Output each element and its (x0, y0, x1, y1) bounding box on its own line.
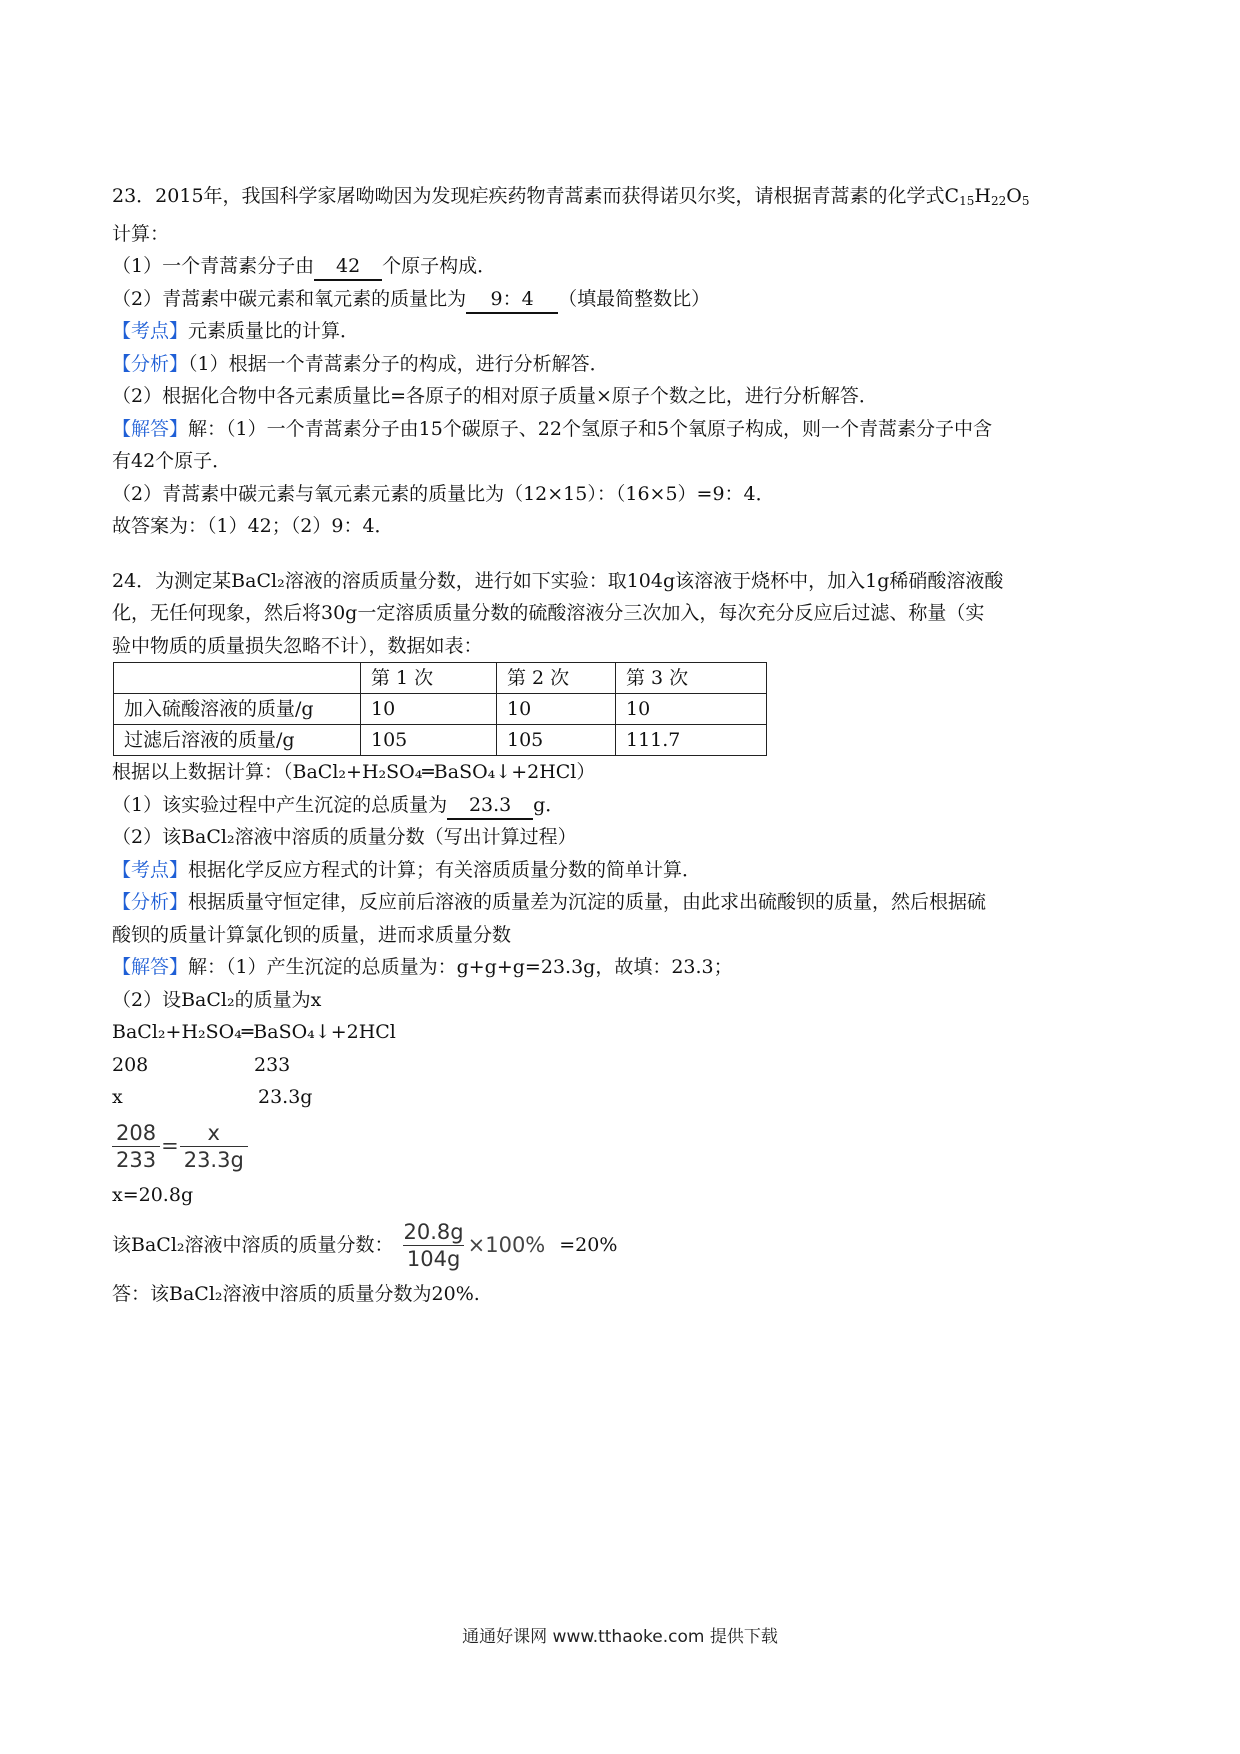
table-cell: 加入硫酸溶液的质量/g (114, 694, 361, 725)
q23-p1-answer: 42 (314, 253, 382, 281)
kaodian-tag: 【考点】 (112, 858, 189, 881)
times-100-percent: ×100% (467, 1233, 546, 1258)
table-cell: 10 (497, 694, 616, 725)
q24-stem-line-3: 验中物质的质量损失忽略不计），数据如表： (112, 634, 483, 657)
q23-kaodian (112, 315, 1132, 348)
frac-numerator: 20.8g (403, 1220, 464, 1244)
table-header-cell: 第 1 次 (361, 663, 497, 694)
q24-fraction-line (112, 1219, 1132, 1272)
q23-fenxi-1 (112, 348, 1132, 381)
q24-stem-line-1: 24．为测定某BaCl₂溶液的溶质质量分数，进行如下实验：取104g该溶液于烧杯中，加入1g稀硝酸溶液酸 (112, 569, 1004, 592)
jieda-tag: 【解答】 (112, 956, 189, 978)
q23-p2-text: （2）青蒿素中碳元素和氧元素的质量比为 (112, 287, 467, 310)
q23-stem-text: 23．2015年，我国科学家屠呦呦因为发现疟疾药物青蒿素而获得诺贝尔奖，请根据青蒿素的化学式 (112, 185, 945, 207)
q24-fenxi-2: 酸钡的质量计算氯化钡的质量，进而求质量分数 (112, 923, 512, 946)
q23-part-1 (112, 250, 1132, 283)
data-table (113, 662, 767, 756)
q23-jieda-2: 有42个原子． (112, 450, 232, 472)
frac-numerator: 208 (116, 1120, 157, 1145)
q23-jieda-text-1: 解：（1）一个青蒿素分子由15个碳原子、22个氢原子和5个氧原子构成，则一个青蒿素分子中含 (188, 417, 993, 440)
q23-part-2 (112, 283, 1132, 316)
q24-p1-answer: 23.3 (447, 792, 533, 820)
q23-jieda-3: （2）青蒿素中碳元素与氧元素元素的质量比为（12×15）：（16×5）=9：4． (112, 482, 775, 505)
fraction-line-result: =20% (559, 1234, 618, 1257)
frac-denominator: 233 (112, 1146, 160, 1173)
table-header-row (114, 663, 767, 694)
q23-stem-line-1 (112, 180, 1132, 218)
q24-fenxi-1 (112, 886, 1132, 919)
q24-eq-row-2 (112, 1081, 1132, 1114)
q24-part-1 (112, 789, 1132, 822)
q24-kaodian (112, 854, 1132, 887)
q23-fenxi-2: （2）根据化合物中各元素质量比=各原子的相对原子质量×原子个数之比，进行分析解答． (112, 385, 878, 407)
eq-row2-b: 23.3g (258, 1086, 313, 1108)
q24-stem-line-2: 化，无任何现象，然后将30g一定溶质质量分数的硫酸溶液分三次加入，每次充分反应后过滤、称量（实 (112, 602, 985, 624)
eq-row1-b: 233 (254, 1053, 291, 1076)
eq-row1-a: 208 (112, 1053, 149, 1076)
q24-fenxi-text-1: 根据质量守恒定律，反应前后溶液的质量差为沉淀的质量，由此求出硫酸钡的质量，然后根据硫 (188, 891, 987, 913)
table-cell: 105 (497, 725, 616, 756)
equals-sign: = (161, 1133, 179, 1158)
q24-part-2: （2）该BaCl₂溶液中溶质的质量分数（写出计算过程） (112, 826, 577, 848)
page-footer: 通通好课网 www.tthaoke.com 提供下载 (462, 1627, 778, 1647)
frac-numerator: x (207, 1120, 220, 1145)
table-row (114, 694, 767, 725)
q24-jieda-text-1: 解：（1）产生沉淀的总质量为：g+g+g=23.3g，故填：23.3； (188, 956, 733, 978)
q24-equation: BaCl₂+H₂SO₄═BaSO₄↓+2HCl (112, 1021, 396, 1043)
table-row (114, 725, 767, 756)
q24-kaodian-text: 根据化学反应方程式的计算；有关溶质质量分数的简单计算． (188, 858, 702, 881)
section-gap (112, 543, 1132, 565)
q24-p1-text: （1）该实验过程中产生沉淀的总质量为 (112, 793, 448, 816)
frac-denominator: 23.3g (180, 1146, 248, 1173)
q23-jieda-1 (112, 413, 1132, 446)
fenxi-tag: 【分析】 (112, 891, 189, 913)
q24-jieda-1 (112, 951, 1132, 984)
table-header-cell: 第 3 次 (616, 663, 767, 694)
table-cell: 10 (361, 694, 497, 725)
eq-row2-a: x (112, 1086, 123, 1108)
document-page (112, 180, 1132, 1311)
q23-fenxi-text-1: （1）根据一个青蒿素分子的构成，进行分析解答． (188, 352, 609, 375)
jieda-tag: 【解答】 (112, 417, 189, 440)
q23-jieda-4: 故答案为：（1）42；（2）9：4． (112, 515, 394, 537)
table-cell: 111.7 (616, 725, 767, 756)
q24-proportion (112, 1120, 1132, 1173)
table-header-cell (114, 663, 361, 694)
fraction-line-text: 该BaCl₂溶液中溶质的质量分数： (112, 1234, 394, 1257)
q24-answer: 答：该BaCl₂溶液中溶质的质量分数为20%. (112, 1283, 480, 1305)
kaodian-tag: 【考点】 (112, 320, 189, 342)
fraction-x-23.3g (180, 1120, 248, 1173)
frac-denominator: 104g (403, 1245, 464, 1272)
q23-p1-text: （1）一个青蒿素分子由 (112, 255, 315, 277)
table-cell: 105 (361, 725, 497, 756)
q24-eq-row-1 (112, 1049, 1132, 1082)
q24-p1-post: g． (533, 793, 565, 816)
table-cell: 10 (616, 694, 767, 725)
q23-p1-post: 个原子构成． (382, 255, 497, 277)
q23-p2-answer: 9：4 (466, 286, 558, 314)
q23-stem-line-2: 计算： (112, 222, 170, 245)
q23-p2-post: （填最简整数比） (558, 287, 711, 310)
q23-formula: $C_{15}H_{22}O_5$ (944, 185, 1030, 208)
table-cell: 过滤后溶液的质量/g (114, 725, 361, 756)
q24-x-result: x=20.8g (112, 1183, 194, 1206)
q24-jieda-2: （2）设BaCl₂的质量为x (112, 988, 322, 1011)
fraction-208-233 (112, 1120, 160, 1173)
fraction-20.8g-104g (400, 1219, 468, 1272)
q24-after-table: 根据以上数据计算：（BaCl₂+H₂SO₄═BaSO₄↓+2HCl） (112, 761, 596, 783)
fenxi-tag: 【分析】 (112, 352, 189, 375)
q23-kaodian-text: 元素质量比的计算． (188, 320, 360, 342)
table-header-cell: 第 2 次 (497, 663, 616, 694)
